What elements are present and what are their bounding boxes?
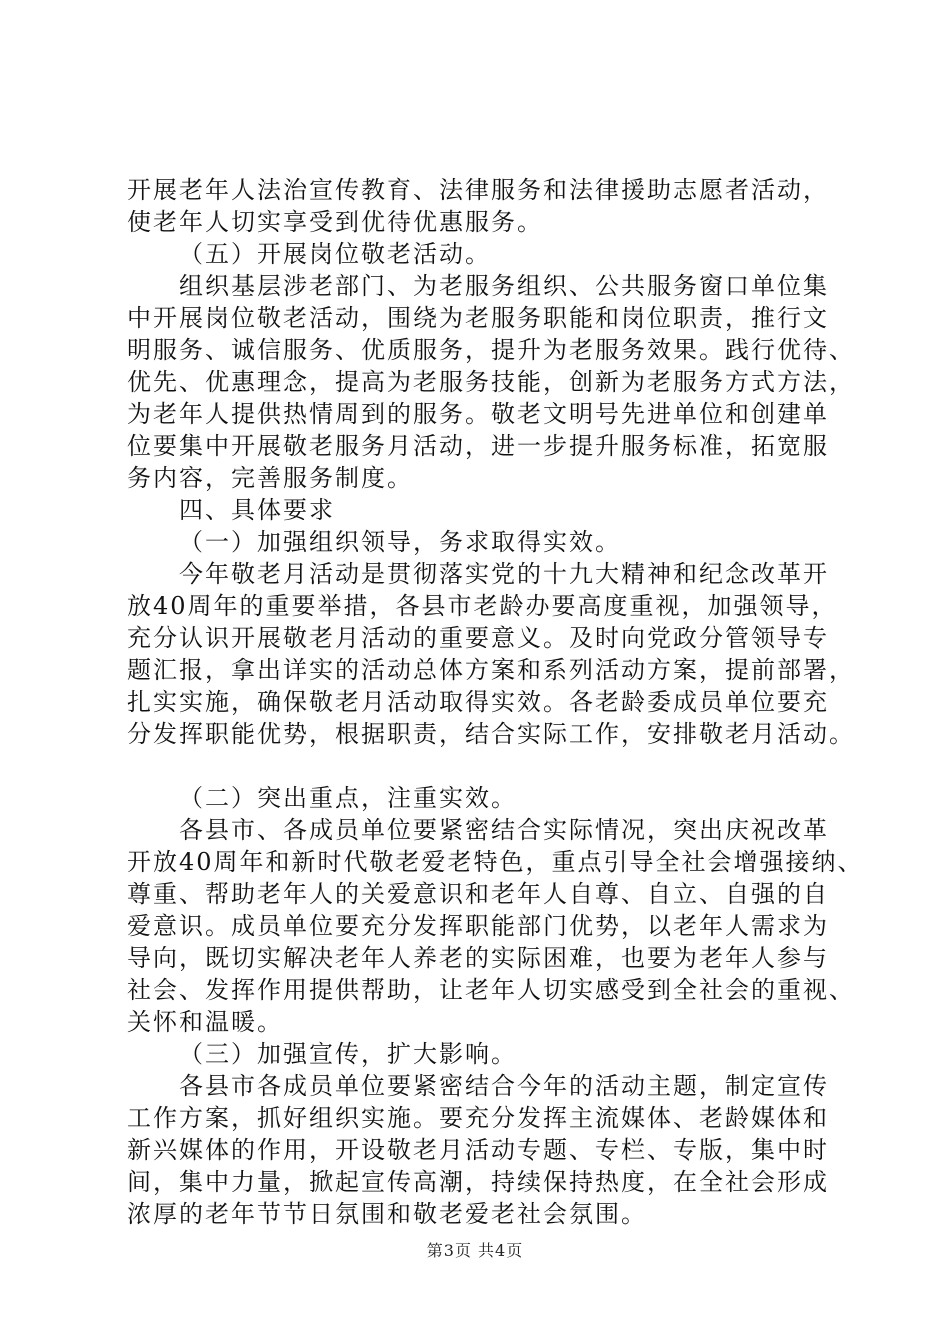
section-heading: （二）突出重点，注重实效。 <box>179 784 517 812</box>
body-text-line: 各县市、各成员单位要紧密结合实际情况，突出庆祝改革 <box>179 816 829 844</box>
body-text-line: 各县市各成员单位要紧密结合今年的活动主题，制定宣传 <box>179 1072 829 1100</box>
body-text-line: 开放40周年和新时代敬老爱老特色，重点引导全社会增强接纳、 <box>127 848 864 876</box>
body-text-line: 充分认识开展敬老月活动的重要意义。及时向党政分管领导专 <box>127 624 829 652</box>
body-text-line: 中开展岗位敬老活动，围绕为老服务职能和岗位职责，推行文 <box>127 304 829 332</box>
body-text-line: 组织基层涉老部门、为老服务组织、公共服务窗口单位集 <box>179 272 829 300</box>
body-text-line: 扎实实施，确保敬老月活动取得实效。各老龄委成员单位要充 <box>127 688 829 716</box>
body-text-line: 题汇报，拿出详实的活动总体方案和系列活动方案，提前部署， <box>127 656 855 684</box>
body-text-line: 浓厚的老年节节日氛围和敬老爱老社会氛围。 <box>127 1200 647 1228</box>
page-number-footer: 第3页 共4页 <box>426 1241 524 1260</box>
body-text-line: 今年敬老月活动是贯彻落实党的十九大精神和纪念改革开 <box>179 560 829 588</box>
section-heading: （五）开展岗位敬老活动。 <box>179 240 491 268</box>
body-text-line: 为老年人提供热情周到的服务。敬老文明号先进单位和创建单 <box>127 400 829 428</box>
body-text-line: 间，集中力量，掀起宣传高潮，持续保持热度，在全社会形成 <box>127 1168 829 1196</box>
body-text-line: 使老年人切实享受到优待优惠服务。 <box>127 208 543 236</box>
body-text-line: 新兴媒体的作用，开设敬老月活动专题、专栏、专版，集中时 <box>127 1136 829 1164</box>
section-heading: （三）加强宣传，扩大影响。 <box>179 1040 517 1068</box>
body-text-line: 优先、优惠理念，提高为老服务技能，创新为老服务方式方法， <box>127 368 855 396</box>
body-text-line: 明服务、诚信服务、优质服务，提升为老服务效果。践行优待、 <box>127 336 855 364</box>
body-text-line: 导向，既切实解决老年人养老的实际困难，也要为老年人参与 <box>127 944 829 972</box>
body-text-line: 社会、发挥作用提供帮助，让老年人切实感受到全社会的重视、 <box>127 976 855 1004</box>
chapter-heading: 四、具体要求 <box>179 496 335 524</box>
body-text-line: 爱意识。成员单位要充分发挥职能部门优势，以老年人需求为 <box>127 912 829 940</box>
body-text-line: 务内容，完善服务制度。 <box>127 464 413 492</box>
body-text-line: 位要集中开展敬老服务月活动，进一步提升服务标准，拓宽服 <box>127 432 829 460</box>
section-heading: （一）加强组织领导，务求取得实效。 <box>179 528 621 556</box>
paragraph-gap <box>127 750 853 782</box>
document-body <box>127 174 864 1230</box>
body-text-line: 工作方案，抓好组织实施。要充分发挥主流媒体、老龄媒体和 <box>127 1104 829 1132</box>
body-text-line: 开展老年人法治宣传教育、法律服务和法律援助志愿者活动， <box>127 176 829 204</box>
body-text-line: 尊重、帮助老年人的关爱意识和老年人自尊、自立、自强的自 <box>127 880 829 908</box>
body-text-line: 关怀和温暖。 <box>127 1008 283 1036</box>
body-text-line: 分发挥职能优势，根据职责，结合实际工作，安排敬老月活动。 <box>127 720 855 748</box>
body-text-line: 放40周年的重要举措，各县市老龄办要高度重视，加强领导， <box>127 592 838 620</box>
